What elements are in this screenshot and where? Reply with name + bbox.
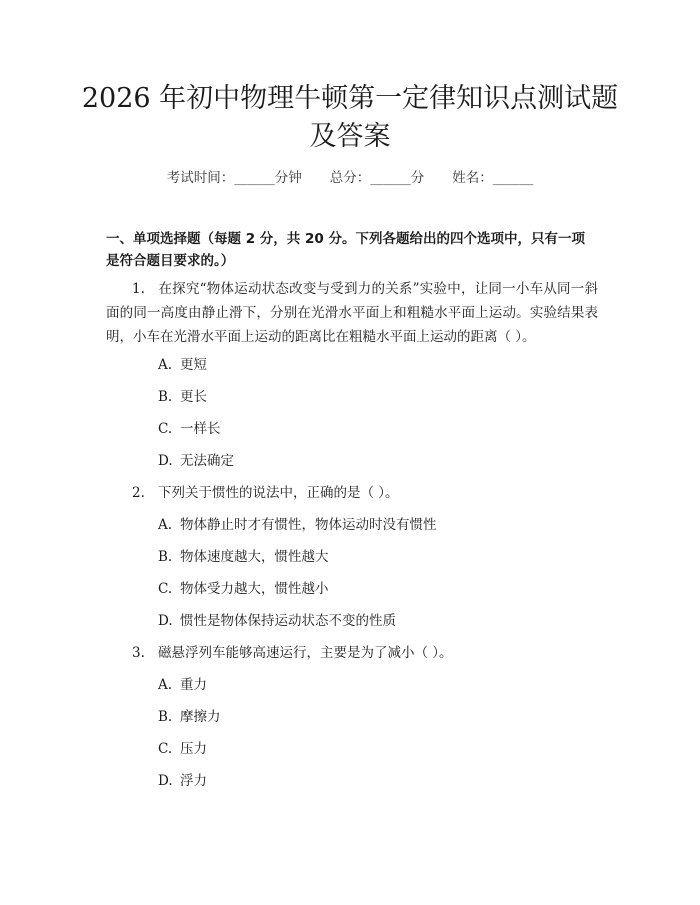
question-1-option-d bbox=[158, 451, 234, 471]
question-number: 3. bbox=[132, 645, 145, 661]
question-3-option-b bbox=[158, 707, 221, 727]
option-text: 一样长 bbox=[180, 421, 221, 437]
option-letter: C. bbox=[158, 581, 173, 597]
question-2 bbox=[132, 483, 399, 503]
option-text: 惯性是物体保持运动状态不变的性质 bbox=[180, 613, 396, 629]
question-text: 磁悬浮列车能够高速运行，主要是为了减小（ ）。 bbox=[158, 645, 453, 661]
question-2-option-d bbox=[158, 611, 396, 631]
option-text: 物体速度越大，惯性越大 bbox=[180, 549, 329, 565]
question-1-option-c bbox=[158, 419, 221, 439]
document-title: 2026 年初中物理牛顿第一定律知识点测试题及答案 bbox=[81, 83, 619, 152]
section-heading: 一、单项选择题（每题 2 分，共 20 分。下列各题给出的四个选项中，只有一项是符合题目要求的。） bbox=[106, 231, 585, 269]
question-text: 在探究“物体运动状态改变与受到力的关系”实验中，让同一小车从同一斜面的同一高度由静止滑下，分别在光滑水平面上和粗糙水平面上运动。实验结果表明，小车在光滑水平面上运动的距离比在粗糙水平面上运动的距离（ ）。 bbox=[106, 281, 598, 345]
question-1-option-b bbox=[158, 387, 207, 407]
question-number: 1. bbox=[132, 281, 145, 297]
option-letter: D. bbox=[158, 613, 173, 629]
option-text: 压力 bbox=[180, 741, 207, 757]
question-2-option-c bbox=[158, 579, 329, 599]
option-letter: C. bbox=[158, 741, 173, 757]
option-letter: D. bbox=[158, 773, 173, 789]
option-letter: B. bbox=[158, 389, 173, 405]
option-text: 物体受力越大，惯性越小 bbox=[180, 581, 329, 597]
question-3-option-a bbox=[158, 675, 207, 695]
option-letter: A. bbox=[158, 677, 173, 693]
exam-meta-line bbox=[0, 168, 700, 188]
question-3-option-c bbox=[158, 739, 207, 759]
option-text: 浮力 bbox=[180, 773, 207, 789]
question-3 bbox=[132, 643, 453, 663]
option-letter: A. bbox=[158, 517, 173, 533]
option-text: 更长 bbox=[180, 389, 207, 405]
option-letter: A. bbox=[158, 357, 173, 373]
option-text: 无法确定 bbox=[180, 453, 234, 469]
exam-time-label: 考试时间：______分钟 bbox=[166, 170, 302, 186]
option-letter: B. bbox=[158, 549, 173, 565]
question-1 bbox=[106, 277, 598, 349]
question-2-option-a bbox=[158, 515, 437, 535]
total-score-label: 总分：______分 bbox=[329, 170, 425, 186]
question-number: 2. bbox=[132, 485, 145, 501]
question-text: 下列关于惯性的说法中，正确的是（ ）。 bbox=[158, 485, 399, 501]
question-3-option-d bbox=[158, 771, 207, 791]
option-text: 摩擦力 bbox=[180, 709, 221, 725]
option-letter: D. bbox=[158, 453, 173, 469]
student-name-label: 姓名：______ bbox=[452, 170, 534, 186]
question-1-option-a bbox=[158, 355, 207, 375]
option-text: 物体静止时才有惯性，物体运动时没有惯性 bbox=[180, 517, 437, 533]
option-letter: B. bbox=[158, 709, 173, 725]
question-2-option-b bbox=[158, 547, 329, 567]
option-text: 重力 bbox=[180, 677, 207, 693]
option-text: 更短 bbox=[180, 357, 207, 373]
option-letter: C. bbox=[158, 421, 173, 437]
